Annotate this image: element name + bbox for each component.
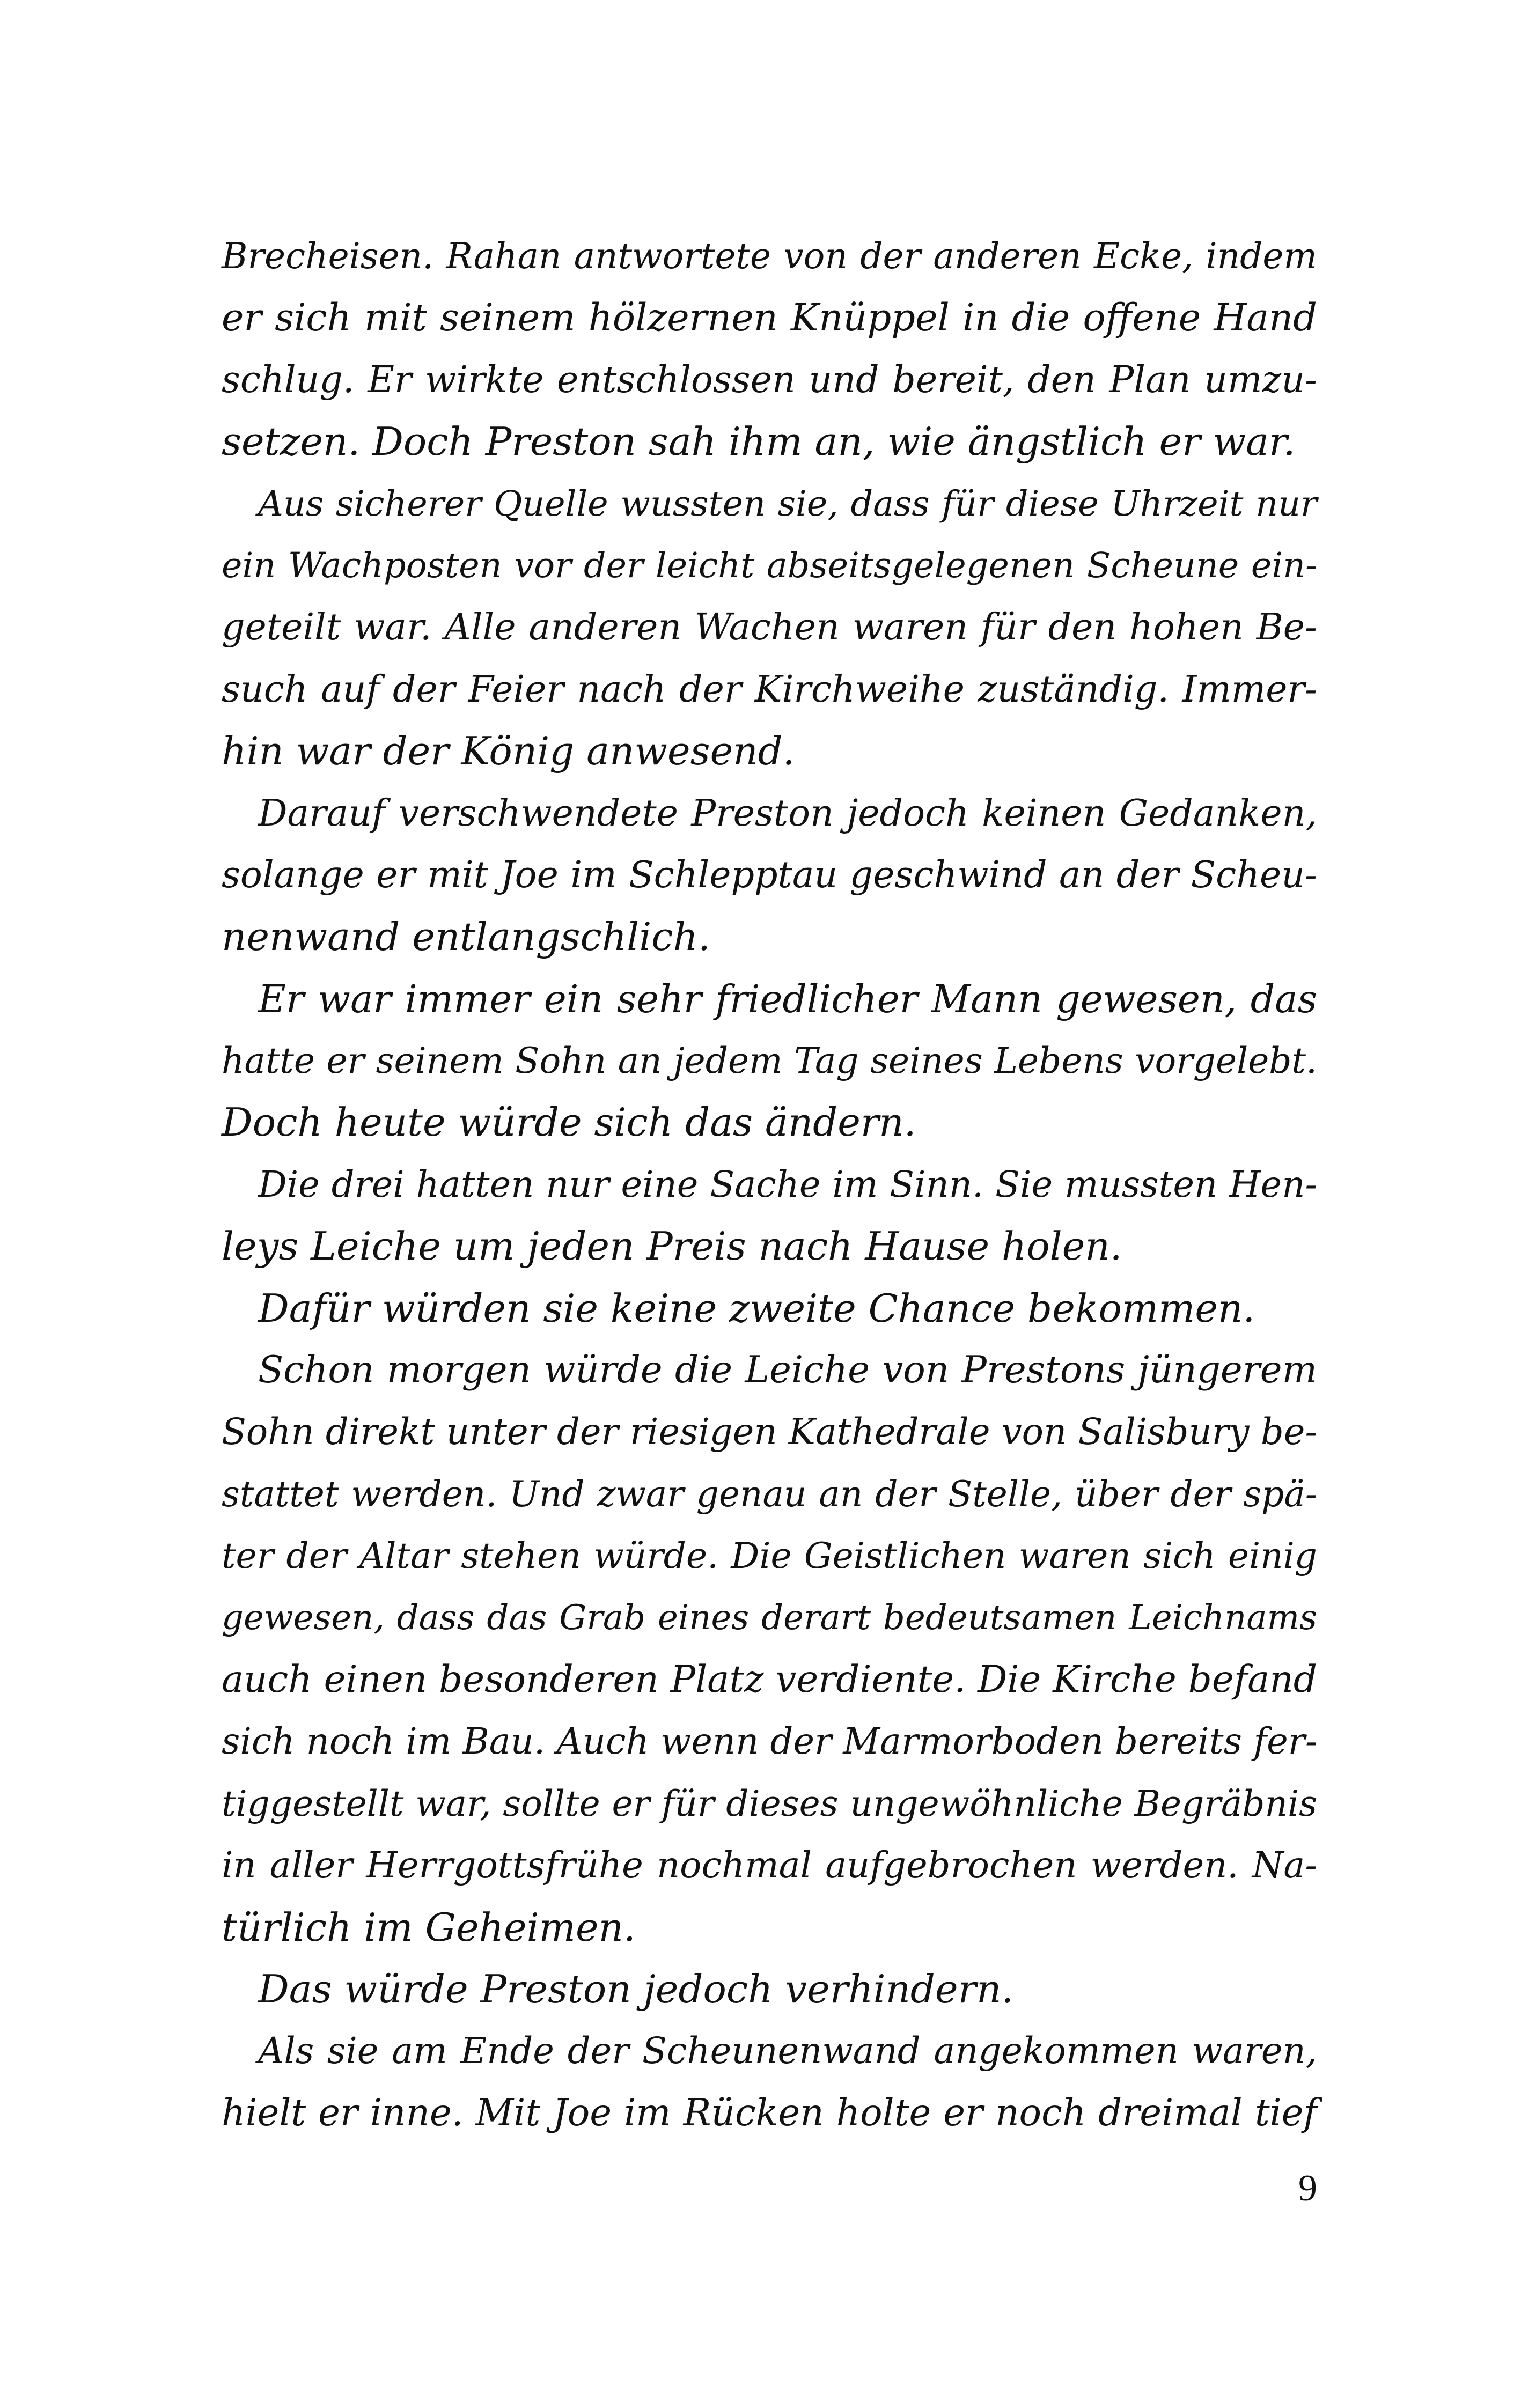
text-line: nenwand entlangschlich. [222, 914, 710, 960]
text-line: ein Wachposten vor der leicht abseitsgelegenen Scheune ein- [222, 545, 1317, 586]
text-line: setzen. Doch Preston sah ihm an, wie ängstlich er war. [222, 419, 1296, 465]
text-line: er sich mit seinem hölzernen Knüppel in die offene Hand [222, 296, 1317, 340]
text-line: Dafür würden sie keine zweite Chance bekommen. [258, 1285, 1255, 1331]
text-line: hielt er inne. Mit Joe im Rücken holte er noch dreimal tief [222, 2091, 1317, 2134]
text-line: Aus sicherer Quelle wussten sie, dass für diese Uhrzeit nur [258, 483, 1317, 524]
text-line: tiggestellt war, sollte er für dieses ungewöhnliche Begräbnis [222, 1783, 1317, 1824]
text-line: Darauf verschwendete Preston jedoch keinen Gedanken, [258, 792, 1317, 835]
text-line: solange er mit Joe im Schlepptau geschwind an der Scheu- [222, 853, 1317, 896]
text-line: gewesen, dass das Grab eines derart bedeutsamen Leichnams [222, 1597, 1317, 1638]
text-line: Als sie am Ende der Scheunenwand angekommen waren, [258, 2030, 1317, 2072]
text-line: such auf der Feier nach der Kirchweihe zuständig. Immer- [222, 668, 1317, 711]
text-line: Schon morgen würde die Leiche von Prestons jüngerem [258, 1349, 1317, 1392]
text-line: hin war der König anwesend. [222, 728, 795, 774]
page-number: 9 [1298, 2168, 1317, 2209]
text-line: schlug. Er wirkte entschlossen und bereit, den Plan umzu- [222, 358, 1317, 401]
text-line: stattet werden. Und zwar genau an der Stelle, über der spä- [222, 1473, 1317, 1515]
text-line: Das würde Preston jedoch verhindern. [258, 1966, 1014, 2012]
text-line: Die drei hatten nur eine Sache im Sinn. Sie mussten Hen- [258, 1163, 1317, 1205]
text-line: leys Leiche um jeden Preis nach Hause holen. [222, 1224, 1122, 1269]
text-line: Brecheisen. Rahan antwortete von der anderen Ecke, indem [222, 235, 1317, 277]
body-text [222, 225, 1317, 2144]
text-line: Er war immer ein sehr friedlicher Mann gewesen, das [258, 976, 1317, 1021]
text-line: Doch heute würde sich das ändern. [222, 1100, 916, 1145]
text-line: ter der Altar stehen würde. Die Geistlichen waren sich einig [222, 1535, 1317, 1577]
text-line: auch einen besonderen Platz verdiente. Die Kirche befand [222, 1658, 1318, 1701]
text-line: sich noch im Bau. Auch wenn der Marmorboden bereits fer- [222, 1720, 1318, 1763]
text-line: hatte er seinem Sohn an jedem Tag seines Lebens vorgelebt. [222, 1040, 1317, 1082]
text-line: türlich im Geheimen. [222, 1904, 636, 1950]
text-line: in aller Herrgottsfrühe nochmal aufgebrochen werden. Na- [222, 1844, 1317, 1887]
text-line: geteilt war. Alle anderen Wachen waren für den hohen Be- [222, 606, 1317, 649]
text-line: Sohn direkt unter der riesigen Kathedrale von Salisbury be- [222, 1411, 1317, 1453]
